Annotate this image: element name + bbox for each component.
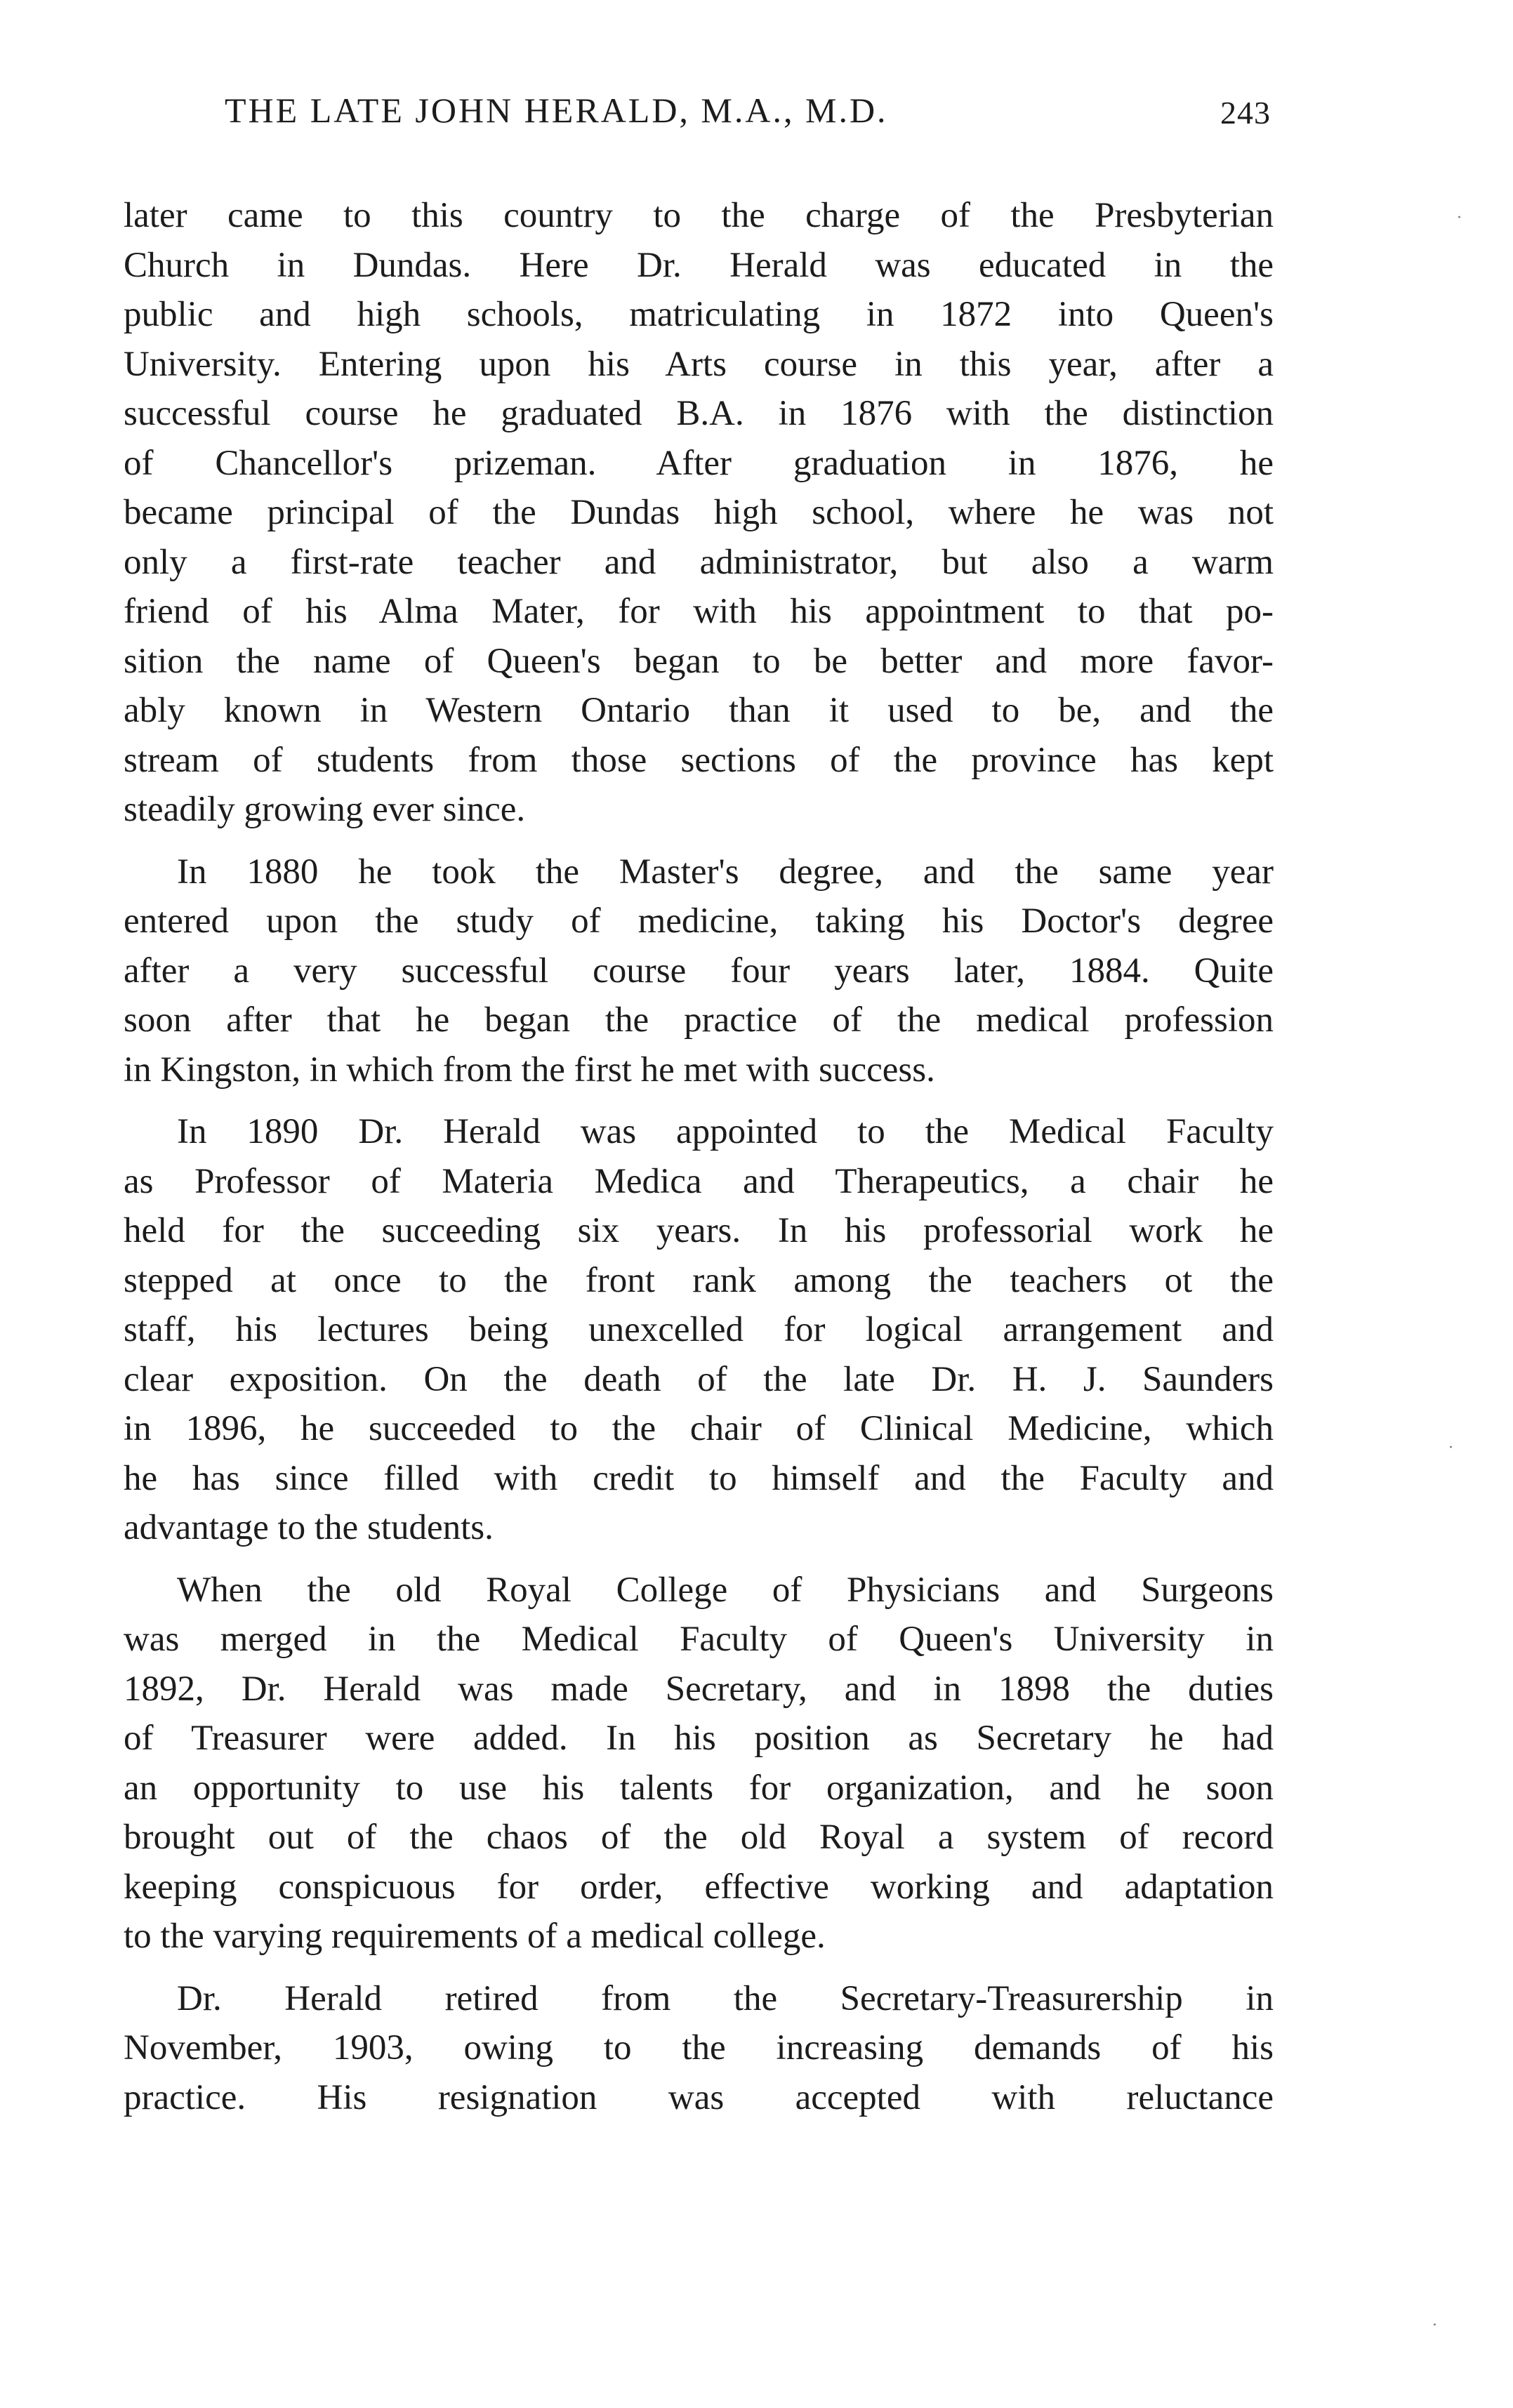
- text-line: Dr. Herald retired from the Secretary-Treasurership in: [177, 1978, 1274, 2018]
- text-line: in 1896, he succeeded to the chair of Clinical Medicine, which: [124, 1409, 1274, 1448]
- text-line: In 1880 he took the Master's degree, and the same year: [177, 852, 1274, 892]
- text-line: brought out of the chaos of the old Royal a system of record: [124, 1818, 1274, 1857]
- text-line: only a first-rate teacher and administrator, but also a warm: [124, 542, 1274, 582]
- text-line: November, 1903, owing to the increasing demands of his: [124, 2028, 1274, 2068]
- text-line: an opportunity to use his talents for organization, and he soon: [124, 1768, 1274, 1808]
- text-line: ably known in Western Ontario than it used to be, and the: [124, 691, 1274, 730]
- text-line: advantage to the students.: [124, 1508, 494, 1547]
- text-line: stream of students from those sections of the province has kept: [124, 740, 1274, 780]
- text-line: as Professor of Materia Medica and Therapeutics, a chair he: [124, 1161, 1274, 1201]
- text-line: he has since filled with credit to himself and the Faculty and: [124, 1458, 1274, 1498]
- text-line: Church in Dundas. Here Dr. Herald was educated in the: [124, 245, 1274, 285]
- text-line: clear exposition. On the death of the late Dr. H. J. Saunders: [124, 1359, 1274, 1399]
- text-line: was merged in the Medical Faculty of Queen's University in: [124, 1620, 1274, 1659]
- text-line: public and high schools, matriculating in 1872 into Queen's: [124, 295, 1274, 334]
- text-line: University. Entering upon his Arts course in this year, after a: [124, 344, 1274, 384]
- text-line: entered upon the study of medicine, taking his Doctor's degree: [124, 901, 1274, 941]
- text-line: to the varying requirements of a medical college.: [124, 1917, 826, 1956]
- text-line: later came to this country to the charge of the Presbyterian: [124, 196, 1274, 235]
- page-number: 243: [1220, 95, 1271, 131]
- text-line: practice. His resignation was accepted with reluctance: [124, 2077, 1274, 2117]
- paragraph: [124, 847, 1274, 1095]
- paragraph: [124, 1974, 1274, 2123]
- paragraph: [124, 1566, 1274, 1962]
- text-line: 1892, Dr. Herald was made Secretary, and in 1898 the duties: [124, 1669, 1274, 1709]
- text-line: after a very successful course four years later, 1884. Quite: [124, 951, 1274, 991]
- text-line: in Kingston, in which from the first he met with success.: [124, 1050, 935, 1090]
- text-line: When the old Royal College of Physicians and Surgeons: [177, 1570, 1274, 1610]
- paragraph: [124, 191, 1274, 835]
- paragraph: [124, 1107, 1274, 1553]
- text-line: successful course he graduated B.A. in 1876 with the distinction: [124, 394, 1274, 433]
- text-line: keeping conspicuous for order, effective working and adaptation: [124, 1867, 1274, 1907]
- text-line: In 1890 Dr. Herald was appointed to the Medical Faculty: [177, 1112, 1274, 1151]
- text-line: held for the succeeding six years. In his professorial work he: [124, 1211, 1274, 1250]
- running-title: THE LATE JOHN HERALD, M.A., M.D.: [225, 91, 888, 130]
- text-line: staff, his lectures being unexcelled for logical arrangement and: [124, 1310, 1274, 1349]
- scan-speck: ·: [1432, 2317, 1437, 2334]
- text-line: soon after that he began the practice of the medical profession: [124, 1000, 1274, 1040]
- text-line: friend of his Alma Mater, for with his appointment to that po-: [124, 592, 1274, 631]
- text-line: stepped at once to the front rank among the teachers ot the: [124, 1260, 1274, 1300]
- scan-speck: ·: [1448, 1439, 1453, 1457]
- body-text: [124, 191, 1274, 2135]
- text-line: became principal of the Dundas high school, where he was not: [124, 493, 1274, 532]
- scan-speck: ·: [1457, 209, 1462, 227]
- text-line: of Chancellor's prizeman. After graduation in 1876, he: [124, 443, 1274, 483]
- text-line: of Treasurer were added. In his position as Secretary he had: [124, 1719, 1274, 1758]
- running-head: [126, 90, 1271, 153]
- text-line: sition the name of Queen's began to be better and more favor-: [124, 641, 1274, 681]
- text-line: steadily growing ever since.: [124, 790, 526, 829]
